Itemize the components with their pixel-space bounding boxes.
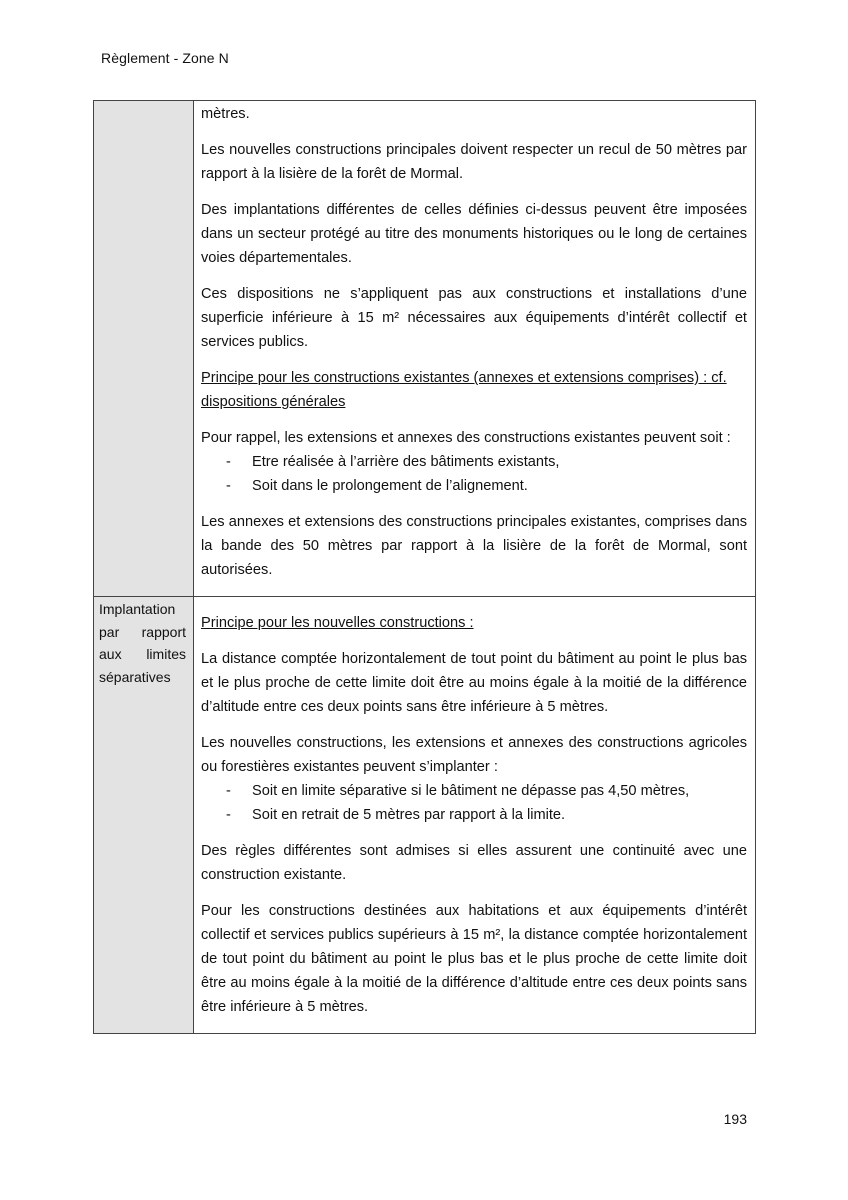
dash-marker: - xyxy=(226,807,231,823)
paragraph: Les nouvelles constructions, les extensions et annexes des constructions agricoles ou forestières existantes peuvent s’implanter : xyxy=(201,735,747,775)
list-item: - Soit en retrait de 5 mètres par rapport à la limite. xyxy=(201,803,747,827)
section-heading: Principe pour les constructions existantes (annexes et extensions comprises) : cf. dispositions générales xyxy=(201,370,727,410)
table-row xyxy=(94,101,756,597)
row-label: Implantation par rapport aux limites séparatives xyxy=(99,601,186,685)
dash-marker: - xyxy=(226,478,231,494)
paragraph: Pour rappel, les extensions et annexes des constructions existantes peuvent soit : xyxy=(201,430,731,446)
paragraph: Les nouvelles constructions principales doivent respecter un recul de 50 mètres par rapport à la lisière de la forêt de Mormal. xyxy=(201,142,747,182)
row-label-cell xyxy=(94,101,194,597)
row-content-cell xyxy=(194,101,756,597)
list-item: - Etre réalisée à l’arrière des bâtiments existants, xyxy=(201,450,747,474)
bullet-list xyxy=(201,779,747,827)
paragraph: Ces dispositions ne s’appliquent pas aux constructions et installations d’une superficie inférieure à 15 m² nécessaires aux équipements d’intérêt collectif et services publics. xyxy=(201,286,747,350)
dash-marker: - xyxy=(226,783,231,799)
page-header: Règlement - Zone N xyxy=(101,50,229,66)
row-label-cell xyxy=(94,597,194,1034)
paragraph: La distance comptée horizontalement de tout point du bâtiment au point le plus bas et le plus proche de cette limite doit être au moins égale à la moitié de la différence d’altitude entre ces deux points sans être inférieure à 5 mètres. xyxy=(201,651,747,715)
dash-marker: - xyxy=(226,454,231,470)
regulation-table xyxy=(93,100,756,1034)
paragraph: mètres. xyxy=(201,106,250,122)
list-item: - Soit dans le prolongement de l’alignement. xyxy=(201,474,747,498)
paragraph: Pour les constructions destinées aux habitations et aux équipements d’intérêt collectif et services publics supérieurs à 15 m², la distance comptée horizontalement de tout point du bâtiment au point le plus bas et le plus proche de cette limite doit être au moins égale à la moitié de la différence d’altitude entre ces deux points sans être inférieure à 5 mètres. xyxy=(201,903,747,1015)
paragraph: Des implantations différentes de celles définies ci-dessus peuvent être imposées dans un secteur protégé au titre des monuments historiques ou le long de certaines voies départementales. xyxy=(201,202,747,266)
page-number: 193 xyxy=(723,1111,747,1127)
row-content-cell xyxy=(194,597,756,1034)
paragraph: Des règles différentes sont admises si elles assurent une continuité avec une construction existante. xyxy=(201,843,747,883)
list-item: - Soit en limite séparative si le bâtiment ne dépasse pas 4,50 mètres, xyxy=(201,779,747,803)
section-heading: Principe pour les nouvelles constructions : xyxy=(201,615,474,631)
bullet-list xyxy=(201,450,747,498)
table-row xyxy=(94,597,756,1034)
paragraph: Les annexes et extensions des constructions principales existantes, comprises dans la bande des 50 mètres par rapport à la lisière de la forêt de Mormal, sont autorisées. xyxy=(201,514,747,578)
